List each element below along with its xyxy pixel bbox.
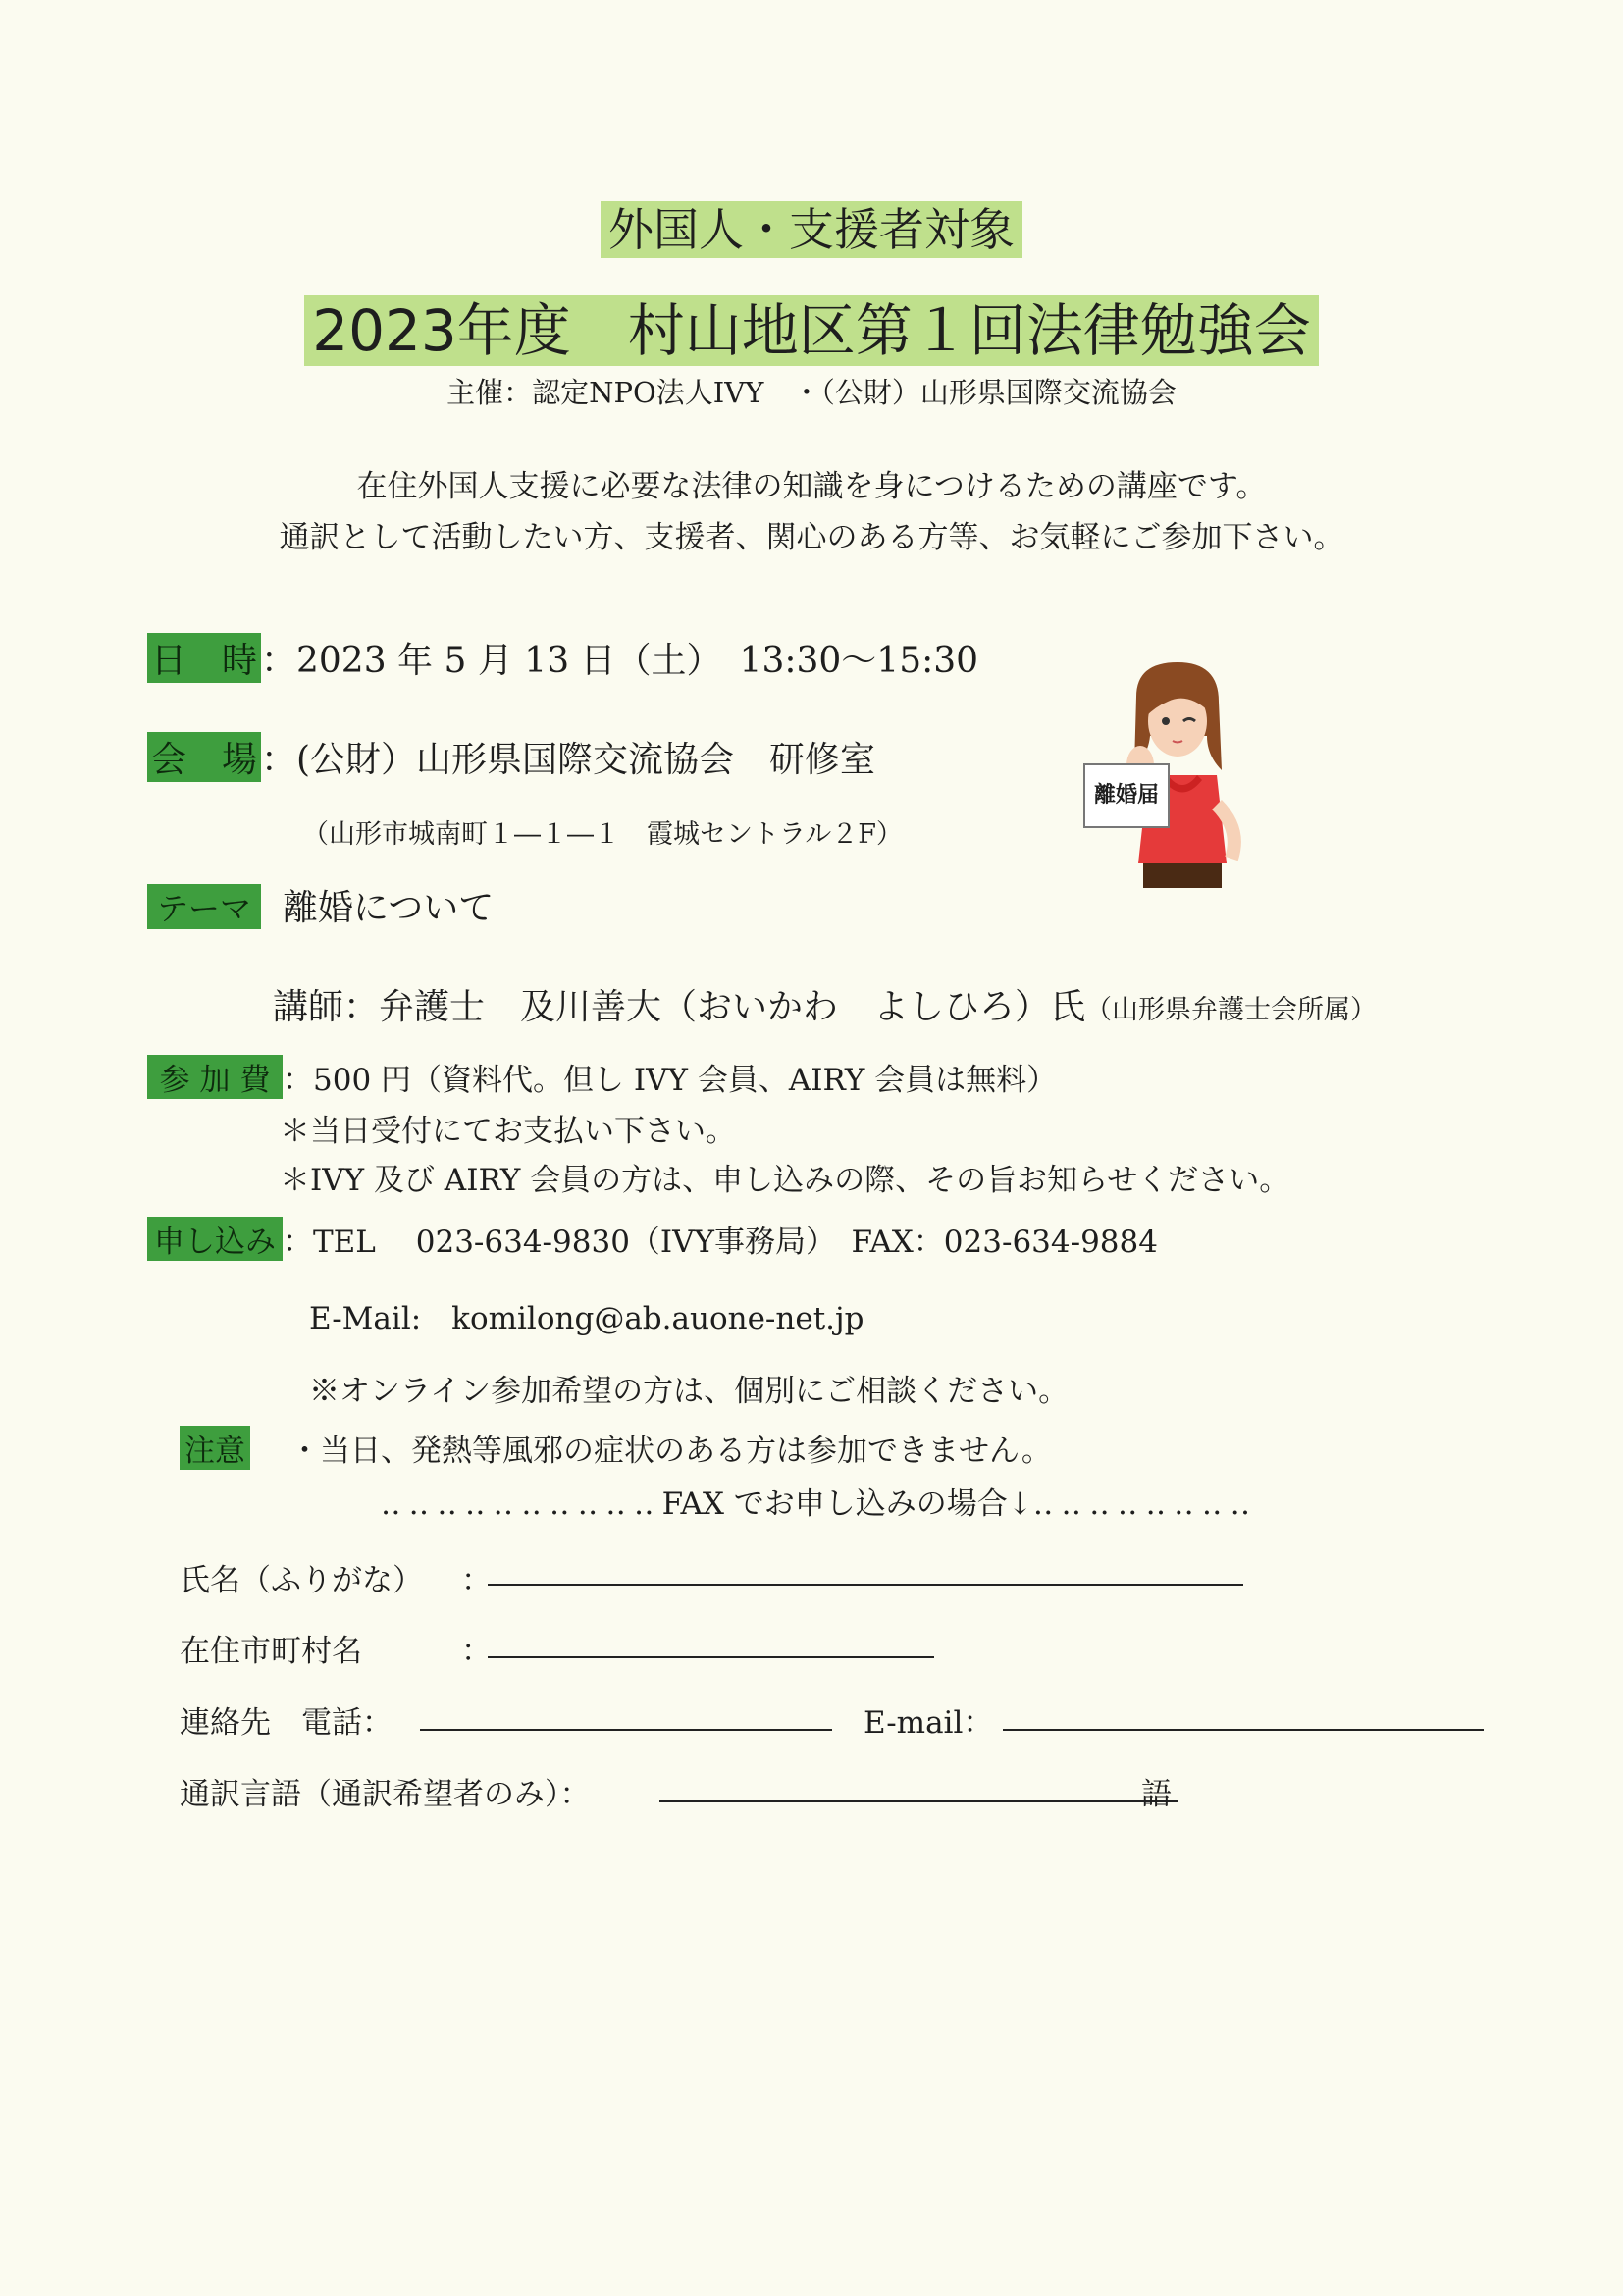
fee-label: 参 加 費 bbox=[147, 1055, 283, 1099]
form-phone-field[interactable] bbox=[420, 1729, 832, 1731]
venue-value: ：(公財）山形県国際交流協会 研修室 bbox=[261, 740, 876, 780]
apply-online-note: ※オンライン参加希望の方は、個別にご相談ください。 bbox=[309, 1374, 1070, 1409]
venue-address: （山形市城南町１―１―１ 霞城セントラル２F） bbox=[302, 819, 903, 850]
theme-value: 離婚について bbox=[283, 888, 495, 928]
form-language-label: 通訳言語（通訳希望者のみ）： bbox=[180, 1777, 591, 1812]
intro-line-1: 在住外国人支援に必要な法律の知識を身につけるための講座です。 bbox=[356, 469, 1267, 504]
form-city-field[interactable] bbox=[488, 1656, 934, 1658]
date-label: 日 時 bbox=[147, 633, 261, 683]
fee-value: ：500 円（資料代。但し IVY 会員、AIRY 会員は無料） bbox=[283, 1063, 1058, 1098]
form-email-label: E-mail： bbox=[864, 1705, 994, 1741]
lecturer-row bbox=[273, 979, 1377, 1029]
form-city-colon: ： bbox=[461, 1634, 492, 1669]
organizer: 主催：認定NPO法人IVY ・（公財）山形県国際交流協会 bbox=[446, 376, 1177, 409]
form-name-label: 氏名（ふりがな） bbox=[180, 1563, 423, 1598]
target-audience: 外国人・支援者対象 bbox=[0, 194, 1623, 259]
fee-note-2: ＊IVY 及び AIRY 会員の方は、申し込みの際、その旨お知らせください。 bbox=[280, 1163, 1290, 1198]
fee-row bbox=[147, 1055, 1057, 1099]
woman-with-divorce-form-illustration bbox=[1070, 657, 1266, 893]
form-name-field[interactable] bbox=[488, 1584, 1243, 1586]
form-language-suffix: 語 bbox=[1141, 1777, 1172, 1812]
form-language-field[interactable] bbox=[659, 1800, 1178, 1802]
divorce-form-sign: 離婚届 bbox=[1083, 763, 1170, 828]
lecturer-affiliation: （山形県弁護士会所属） bbox=[1085, 995, 1378, 1025]
apply-email: E-Mail: komilong@ab.auone-net.jp bbox=[309, 1301, 864, 1336]
form-email-field[interactable] bbox=[1003, 1729, 1484, 1731]
apply-tel-fax: ：TEL 023-634-9830（IVY事務局） FAX：023-634-9884 bbox=[283, 1225, 1158, 1260]
caution-row bbox=[180, 1426, 1052, 1470]
venue-label: 会 場 bbox=[147, 732, 261, 782]
event-title: 2023年度 村山地区第１回法律勉強会 bbox=[0, 285, 1623, 367]
theme-label: テーマ bbox=[147, 884, 261, 929]
form-phone-label: 連絡先 電話： bbox=[180, 1705, 393, 1741]
form-city-label: 在住市町村名 bbox=[180, 1634, 362, 1669]
date-row bbox=[147, 633, 978, 683]
form-name-colon: ： bbox=[461, 1563, 492, 1598]
fee-note-1: ＊当日受付にてお支払い下さい。 bbox=[280, 1114, 736, 1149]
fax-divider: ‥‥‥‥‥‥‥‥‥‥FAX でお申し込みの場合↓‥‥‥‥‥‥‥‥ bbox=[380, 1487, 1259, 1522]
venue-row bbox=[147, 732, 875, 782]
apply-row bbox=[147, 1217, 1158, 1261]
caution-label: 注意 bbox=[180, 1426, 250, 1470]
theme-row bbox=[147, 880, 494, 930]
date-value: ：2023 年 5 月 13 日（土） 13:30～15:30 bbox=[261, 641, 979, 681]
apply-label: 申し込み bbox=[147, 1217, 283, 1261]
caution-text: ・当日、発熱等風邪の症状のある方は参加できません。 bbox=[289, 1434, 1052, 1469]
intro-line-2: 通訳として活動したい方、支援者、関心のある方等、お気軽にご参加下さい。 bbox=[279, 520, 1344, 555]
lecturer-name: 講師：弁護士 及川善大（おいかわ よしひろ）氏 bbox=[273, 987, 1086, 1027]
